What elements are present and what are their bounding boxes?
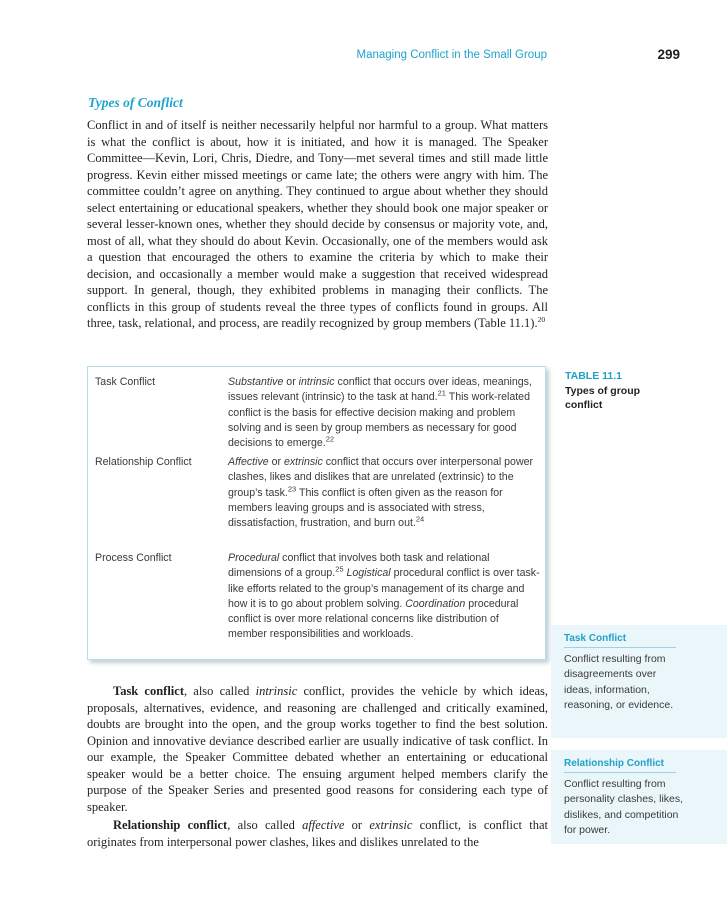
table-definition: Affective or extrinsic conflict that occurs over interpersonal power clashes, likes and dislikes that are unrelated (extrinsic) to the group’s task.$^{23}$ This conflict is often given as the reason for members leaving groups and is associated with stress, dissatisfaction, frustration, and burn out.$^{24}$ bbox=[228, 456, 534, 530]
table-term: Process Conflict bbox=[95, 552, 172, 564]
section-heading: Types of Conflict bbox=[88, 95, 183, 110]
glossary-relationship-conflict bbox=[564, 758, 684, 838]
glossary-definition: Conflict resulting from disagreements over ideas, information, reasoning, or evidence. bbox=[564, 653, 674, 711]
glossary-task-conflict bbox=[564, 633, 684, 713]
endnote-ref: 20 bbox=[537, 314, 546, 324]
page-number: 299 bbox=[657, 47, 680, 62]
glossary-term: Task Conflict bbox=[564, 633, 676, 648]
table-definition: Substantive or intrinsic conflict that occurs over ideas, meanings, issues relevant (intrinsic) to the task at hand.$^{21}$ This work-related conflict is the basis for effective decision making and problem solving and is seen by group members as necessary for good decisions to emerge.$^{22}$ bbox=[228, 376, 532, 450]
table-definition: Procedural conflict that involves both task and relational dimensions of a group.$^{25}$ Logistical procedural conflict is over task-like efforts related to the group’s management of its charge and how it is to go about problem solving. Coordination procedural conflict is over more relational concerns like distribution of member responsibilities and workloads. bbox=[228, 552, 540, 641]
table-number: TABLE 11.1 bbox=[565, 370, 622, 382]
table-term: Relationship Conflict bbox=[95, 456, 192, 468]
table-term: Task Conflict bbox=[95, 376, 156, 388]
table-caption bbox=[565, 369, 675, 413]
paragraph-relationship-conflict: Relationship conflict, also called affective or extrinsic conflict, is conflict that originates from interpersonal power clashes, likes and dislikes unrelated to the bbox=[87, 818, 548, 849]
running-header-title: Managing Conflict in the Small Group bbox=[356, 49, 547, 61]
paragraph-task-conflict: Task conflict, also called intrinsic conflict, provides the vehicle by which ideas, proposals, alternatives, evidence, and reasoning are challenged and critically examined, doubts are brought into the open, and the group works together to find the best solution. Opinion and innovative deviance described earlier are usually indicative of task conflict. In our example, the Speaker Committee debated whether an entertaining or educational speaker would be a better choice. The ensuing argument helped members clarify the purpose of the Speaker Series and presented good reasons for considering each type of speaker. bbox=[87, 684, 549, 814]
paragraph-types-of-conflict bbox=[87, 117, 548, 332]
conflict-types-table bbox=[87, 366, 546, 660]
glossary-term: Relationship Conflict bbox=[564, 758, 676, 773]
glossary-definition: Conflict resulting from personality clashes, likes, dislikes, and competition for power. bbox=[564, 778, 684, 836]
paragraph-text: Conflict in and of itself is neither necessarily helpful nor harmful to a group. What matters is what the conflict is about, how it is initiated, and how it is managed. The Speaker Committee—Kevin, Lori, Chris, Diedre, and Tony—met several times and still made little progress. Kevin either missed meetings or came late; the others were angry with him. The committee couldn’t agree on anything. They continued to argue about whether they should select entertaining or educational speakers, whether they should book one major speaker or several lesser-known ones, whether they should decide by consensus or majority vote, and, most of all, what they should do about Kevin. Occasionally, one of the members would ask a question that encouraged the others to examine the criteria by which to make their decision, and occasionally a member would make a suggestion that received widespread support. In general, though, they exhibited problems in managing their conflicts. The conflicts in this group of students reveal the three types of conflicts found in groups. All three, task, relational, and process, are readily recognized by group members (Table 11.1). bbox=[87, 118, 548, 330]
table-title: Types of group conflict bbox=[565, 384, 641, 411]
